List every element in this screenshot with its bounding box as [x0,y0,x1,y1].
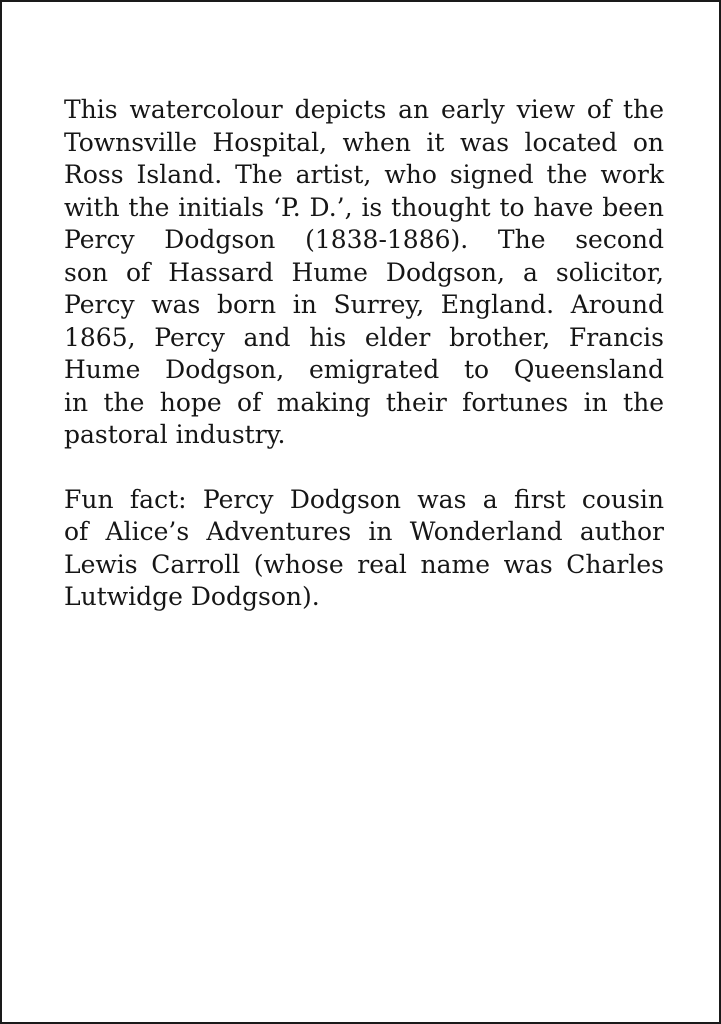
document-body [64,94,664,614]
text-line: 1865, Percy and his elder brother, Francis [64,322,664,352]
paragraph-description [64,94,664,452]
text-line: pastoral industry. [64,420,286,449]
paragraph-gap [64,452,664,484]
text-line: Lewis Carroll (whose real name was Charles [64,549,664,579]
text-line: of Alice’s Adventures in Wonderland author [64,517,664,546]
text-line: Percy was born in Surrey, England. Around [64,290,664,319]
text-line: Ross Island. The artist, who signed the work [64,160,664,189]
text-line: This watercolour depicts an early view of the [64,95,664,124]
text-line: Percy Dodgson (1838-1886). The second [64,225,664,254]
text-line: Townsville Hospital, when it was located on [64,127,664,157]
paragraph-fun-fact [64,484,664,614]
text-line: Hume Dodgson, emigrated to Queensland [64,355,664,384]
text-line: with the initials ‘P. D.’, is thought to have been [64,192,664,222]
text-line: Lutwidge Dodgson). [64,582,320,611]
text-line: son of Hassard Hume Dodgson, a solicitor, [64,257,664,287]
text-line: in the hope of making their fortunes in the [64,387,664,417]
text-line: Fun fact: Percy Dodgson was a first cousin [64,484,664,514]
